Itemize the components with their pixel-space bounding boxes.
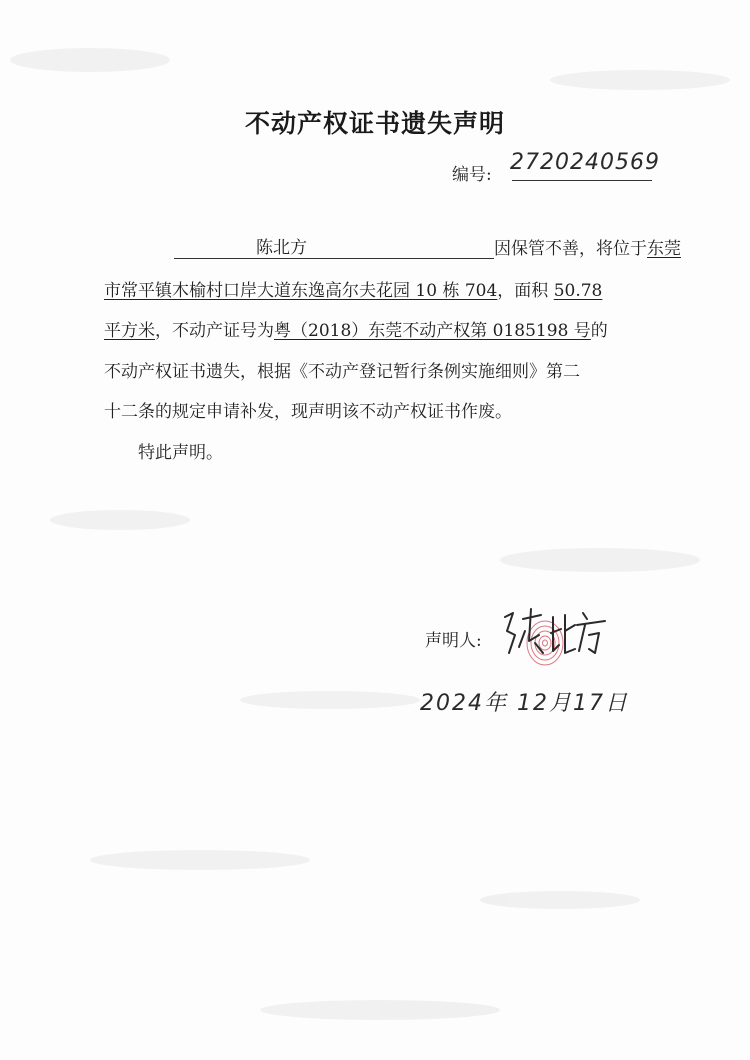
cert-suffix: 的 — [590, 321, 608, 341]
cert-number: 粤（2018）东莞不动产权第 0185198 号 — [274, 321, 591, 341]
line1-suffix: 因保管不善，将位于 — [494, 239, 647, 259]
fingerprint-stamp — [527, 621, 563, 665]
owner-name: 陈北方 — [256, 238, 307, 258]
serial-underline — [512, 180, 652, 181]
serial-label: 编号: — [452, 165, 492, 185]
paragraph-line-3 — [104, 321, 608, 341]
paragraph-line-5: 十二条的规定申请补发，现声明该不动产权证书作废。 — [104, 402, 512, 422]
declarant-label: 声明人: — [425, 631, 482, 651]
address-part-2: 市常平镇木榆村口岸大道东逸高尔夫花园 10 栋 704 — [104, 281, 498, 301]
area-value: 50.78 — [553, 281, 603, 301]
paragraph-line-2 — [104, 281, 602, 301]
signature-with-fingerprint — [495, 595, 615, 675]
paragraph-line-1 — [104, 238, 681, 259]
closing-statement: 特此声明。 — [138, 443, 223, 463]
document-title: 不动产权证书遗失声明 — [244, 109, 505, 138]
cert-label: ，不动产证号为 — [155, 321, 274, 341]
handwritten-date: 2024年 12月17日 — [420, 691, 629, 716]
serial-number-handwritten: 2720240569 — [510, 150, 660, 175]
address-part-1: 东莞 — [647, 239, 681, 259]
paragraph-line-4: 不动产权证书遗失，根据《不动产登记暂行条例实施细则》第二 — [104, 362, 580, 382]
area-label: ，面积 — [497, 281, 554, 301]
owner-name-blank — [174, 238, 494, 259]
area-unit: 平方米 — [104, 321, 155, 341]
